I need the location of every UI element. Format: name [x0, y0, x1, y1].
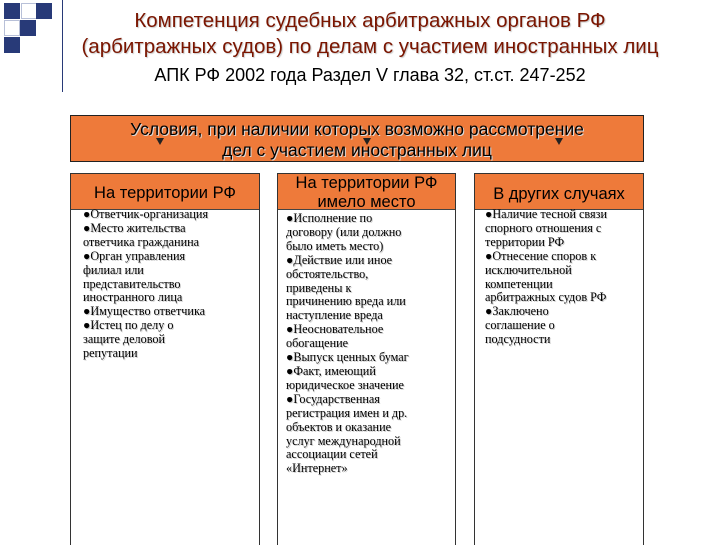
arrow-down-icon: [363, 138, 371, 145]
conditions-banner-line2: дел с участием иностранных лиц: [222, 140, 492, 160]
list-item: подсудности: [485, 332, 551, 347]
column-heading-line2: имело место: [317, 193, 416, 211]
list-item: ●Орган управления: [83, 248, 186, 263]
list-item: договору (или должно: [286, 224, 402, 239]
list-item: юридическое значение: [286, 377, 404, 392]
list-item: спорного отношения с: [485, 220, 602, 235]
list-item: ●Имущество ответчика: [83, 304, 206, 319]
column-heading: [278, 174, 455, 212]
list-item: соглашение о: [485, 318, 555, 333]
list-item: территории РФ: [485, 234, 565, 249]
decor-square: [4, 37, 20, 53]
list-item: ●Факт, имеющий: [286, 363, 376, 378]
list-item: репутации: [83, 346, 138, 361]
arrow-down-icon: [555, 138, 563, 145]
list-item: ●Истец по делу о: [83, 318, 174, 333]
list-item: ассоциации сетей: [286, 447, 378, 462]
list-item: обстоятельство,: [286, 266, 369, 281]
column-heading-box: [71, 174, 259, 210]
list-item: филиал или: [83, 262, 144, 277]
column-heading-line1: На территории РФ: [295, 174, 438, 192]
list-item: ответчика гражданина: [83, 234, 200, 249]
list-item: ●Наличие тесной связи: [485, 207, 607, 221]
list-item: ●Заключено: [485, 304, 549, 319]
column-items: [485, 208, 639, 347]
list-item: ●Исполнение по: [286, 211, 373, 225]
column-heading-box: [278, 174, 455, 210]
arrow-down-icon: [156, 138, 164, 145]
list-item: объектов и оказание: [286, 419, 392, 434]
list-item: услуг международной: [286, 433, 401, 448]
list-item: ●Ответчик-организация: [83, 207, 209, 221]
list-item: ●Выпуск ценных бумаг: [286, 350, 409, 365]
list-item: ●Действие или иное: [286, 252, 393, 267]
list-item: причинению вреда или: [286, 294, 406, 309]
column-items: [286, 212, 451, 476]
list-item: представительство: [83, 276, 181, 291]
slide-title-line2: (арбитражных судов) по делам с участием иностранных лиц: [81, 35, 659, 58]
list-item: ●Неосновательное: [286, 322, 384, 337]
list-item: ●Отнесение споров к: [485, 248, 597, 263]
column-territory: [70, 173, 260, 545]
list-item: обогащение: [286, 336, 349, 351]
list-item: защите деловой: [83, 332, 165, 347]
decor-square: [4, 20, 20, 36]
list-item: было иметь место): [286, 238, 384, 253]
list-item: ●Государственная: [286, 391, 380, 406]
list-item: исключительной: [485, 262, 572, 277]
list-item: «Интернет»: [286, 461, 348, 476]
list-item: арбитражных судов РФ: [485, 290, 607, 305]
column-other-cases: [474, 173, 644, 545]
decor-square: [4, 3, 20, 19]
column-territory-place: [277, 173, 456, 545]
column-heading: В других случаях: [493, 185, 625, 203]
list-item: приведены к: [286, 280, 352, 295]
list-item: ●Место жительства: [83, 220, 186, 235]
column-heading-box: [475, 174, 643, 210]
slide-title-line1: Компетенция судебных арбитражных органов РФ: [134, 9, 606, 32]
column-items: [83, 208, 255, 361]
list-item: регистрация имен и др.: [286, 405, 408, 420]
conditions-banner-line1: Условия, при наличии которых возможно рассмотрение: [130, 119, 584, 139]
column-heading: На территории РФ: [94, 184, 236, 202]
list-item: иностранного лица: [83, 290, 183, 305]
list-item: наступление вреда: [286, 308, 383, 323]
slide-subtitle: АПК РФ 2002 года Раздел V глава 32, ст.ст. 247-252: [154, 65, 586, 85]
list-item: компетенции: [485, 276, 553, 291]
